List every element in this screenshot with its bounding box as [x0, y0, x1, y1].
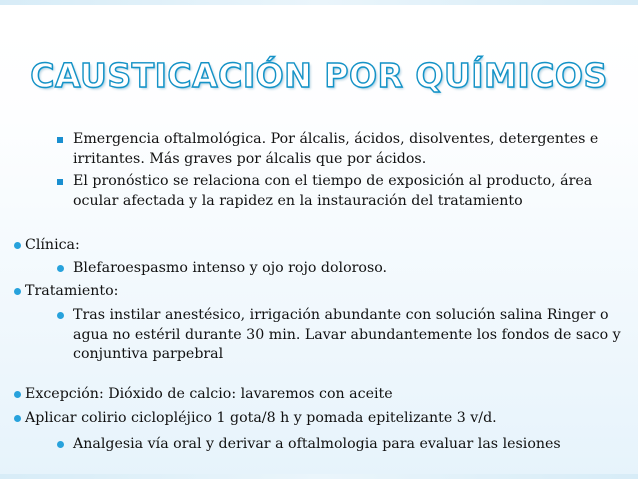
square-bullet-icon: [55, 172, 65, 192]
round-bullet-icon: [12, 409, 22, 429]
bullet-text: Analgesia vía oral y derivar a oftalmologia para evaluar las lesiones: [73, 436, 561, 452]
bottom-edge-band: [0, 474, 638, 479]
round-bullet-icon: [12, 385, 22, 405]
bullet-text: Tras instilar anestésico, irrigación abundante con solución salina Ringer o: [73, 307, 609, 323]
bullet-text: El pronóstico se relaciona con el tiempo de exposición al producto, área: [73, 173, 593, 189]
bullet-text: agua no estéril durante 30 min. Lavar abundantemente los fondos de saco y: [73, 326, 621, 343]
bullet-text: irritantes. Más graves por álcalis que por ácidos.: [73, 150, 427, 167]
bullet-text: Blefaroespasmo intenso y ojo rojo doloroso.: [73, 260, 388, 276]
bullet-text: Clínica:: [25, 237, 80, 253]
bullet-text: ocular afectada y la rapidez en la instauración del tratamiento: [73, 192, 523, 209]
round-bullet-icon: [55, 306, 65, 326]
round-bullet-icon: [12, 282, 22, 302]
top-edge-band: [0, 0, 638, 5]
bullet-text: Emergencia oftalmológica. Por álcalis, ácidos, disolventes, detergentes e: [73, 131, 599, 147]
round-bullet-icon: [55, 435, 65, 455]
bullet-text: Aplicar colirio ciclopléjico 1 gota/8 h y pomada epitelizante 3 v/d.: [25, 410, 497, 426]
slide-title: CAUSTICACIÓN POR QUÍMICOS: [30, 56, 608, 95]
bullet-text: Excepción: Dióxido de calcio: lavaremos con aceite: [25, 386, 393, 402]
square-bullet-icon: [55, 130, 65, 150]
bullet-text: conjuntiva parpebral: [73, 346, 224, 362]
round-bullet-icon: [55, 259, 65, 279]
bullet-text: Tratamiento:: [25, 283, 119, 299]
round-bullet-icon: [12, 236, 22, 256]
